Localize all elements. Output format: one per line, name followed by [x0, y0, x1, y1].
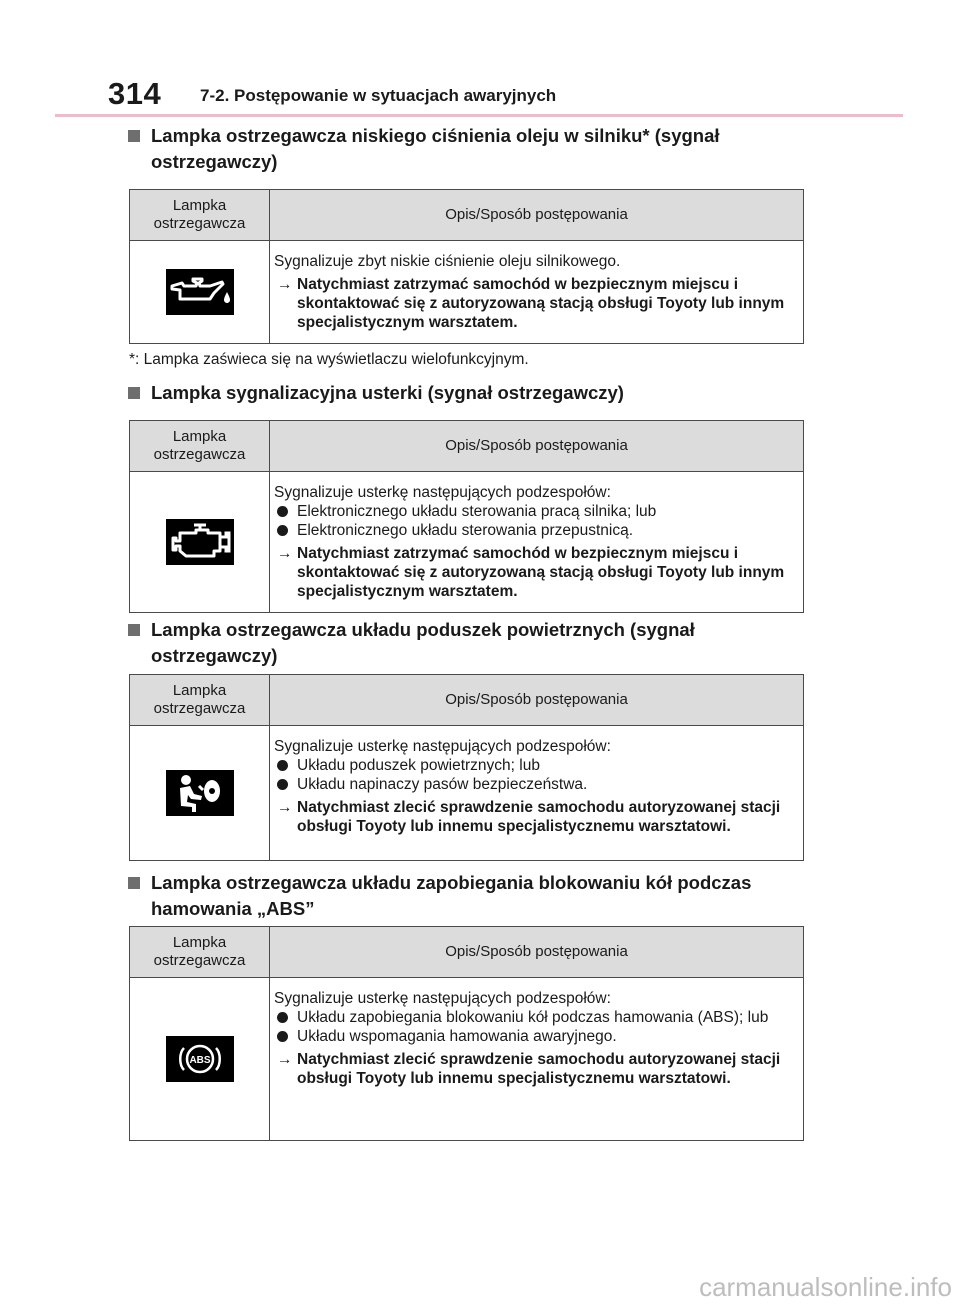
table-header-row [130, 421, 804, 472]
header-rule [55, 114, 903, 117]
description-text: Sygnalizuje usterkę następujących podzespołów: [274, 738, 611, 755]
list-item: Elektronicznego układu sterowania pracą silnika; lub [274, 502, 797, 521]
action-text: → Natychmiast zlecić sprawdzenie samochodu autoryzowanej stacji obsługi Toyoty lub innemu specjalistycznemu warsztatowi. [277, 799, 781, 835]
check-engine-icon [166, 519, 234, 565]
description-text: Sygnalizuje zbyt niskie ciśnienie oleju silnikowego. [274, 253, 621, 270]
list-item: Elektronicznego układu sterowania przepustnicą. [274, 521, 797, 540]
action-text: → Natychmiast zatrzymać samochód w bezpiecznym miejscu i skontaktować się z autoryzowaną stacją obsługi Toyoty lub innym specjalistycznym warsztatem. [277, 276, 785, 331]
col-header-lamp: Lampka ostrzegawcza [130, 190, 270, 241]
description-cell [270, 241, 804, 344]
table-header-row [130, 675, 804, 726]
airbag-icon [166, 770, 234, 816]
table-row [130, 978, 804, 1141]
warning-table-oil-pressure [129, 189, 804, 344]
table-row [130, 472, 804, 613]
arrow-icon: → [277, 799, 293, 816]
action-text: → Natychmiast zatrzymać samochód w bezpiecznym miejscu i skontaktować się z autoryzowaną stacją obsługi Toyoty lub innym specjalistycznym warsztatem. [277, 545, 785, 600]
oil-pressure-icon [166, 269, 234, 315]
section-title-oil-pressure: Lampka ostrzegawcza niskiego ciśnienia oleju w silniku* (sygnał ostrzegawczy) [128, 123, 808, 175]
section-title-malfunction: Lampka sygnalizacyjna usterki (sygnał ostrzegawczy) [128, 380, 808, 406]
page-number: 314 [108, 76, 162, 111]
section-marker [128, 877, 140, 889]
warning-table-malfunction [129, 420, 804, 613]
list-item: Układu napinaczy pasów bezpieczeństwa. [274, 775, 797, 794]
watermark: carmanualsonline.info [699, 1272, 952, 1302]
table-header-row [130, 927, 804, 978]
col-header-description: Opis/Sposób postępowania [270, 421, 804, 472]
action-text: → Natychmiast zlecić sprawdzenie samochodu autoryzowanej stacji obsługi Toyoty lub innemu specjalistycznemu warsztatowi. [277, 1051, 781, 1087]
description-cell [270, 726, 804, 861]
description-text: Sygnalizuje usterkę następujących podzespołów: [274, 484, 611, 501]
section-marker [128, 130, 140, 142]
chapter-title: 7-2. Postępowanie w sytuacjach awaryjnych [200, 86, 557, 105]
abs-label: ABS [188, 1055, 211, 1066]
section-title-airbag: Lampka ostrzegawcza układu poduszek powietrznych (sygnał ostrzegawczy) [128, 617, 808, 669]
col-header-lamp: Lampka ostrzegawcza [130, 421, 270, 472]
list-item: Układu poduszek powietrznych; lub [274, 756, 797, 775]
arrow-icon: → [277, 276, 293, 293]
col-header-description: Opis/Sposób postępowania [270, 675, 804, 726]
col-header-description: Opis/Sposób postępowania [270, 927, 804, 978]
list-item: Układu wspomagania hamowania awaryjnego. [274, 1027, 797, 1046]
table-row [130, 726, 804, 861]
warning-table-abs [129, 926, 804, 1141]
section-title-abs: Lampka ostrzegawcza układu zapobiegania blokowaniu kół podczas hamowania „ABS” [128, 870, 808, 922]
description-cell [270, 472, 804, 613]
section-marker [128, 387, 140, 399]
warning-table-airbag [129, 674, 804, 861]
col-header-lamp: Lampka ostrzegawcza [130, 927, 270, 978]
col-header-lamp: Lampka ostrzegawcza [130, 675, 270, 726]
table-header-row [130, 190, 804, 241]
section-marker [128, 624, 140, 636]
description-cell [270, 978, 804, 1141]
table-row [130, 241, 804, 344]
arrow-icon: → [277, 1051, 293, 1068]
abs-icon [166, 1036, 234, 1082]
list-item: Układu zapobiegania blokowaniu kół podczas hamowania (ABS); lub [274, 1008, 797, 1027]
col-header-description: Opis/Sposób postępowania [270, 190, 804, 241]
description-text: Sygnalizuje usterkę następujących podzespołów: [274, 990, 611, 1007]
page-header [108, 72, 903, 116]
footnote: *: Lampka zaświeca się na wyświetlaczu wielofunkcyjnym. [129, 351, 529, 368]
arrow-icon: → [277, 545, 293, 562]
